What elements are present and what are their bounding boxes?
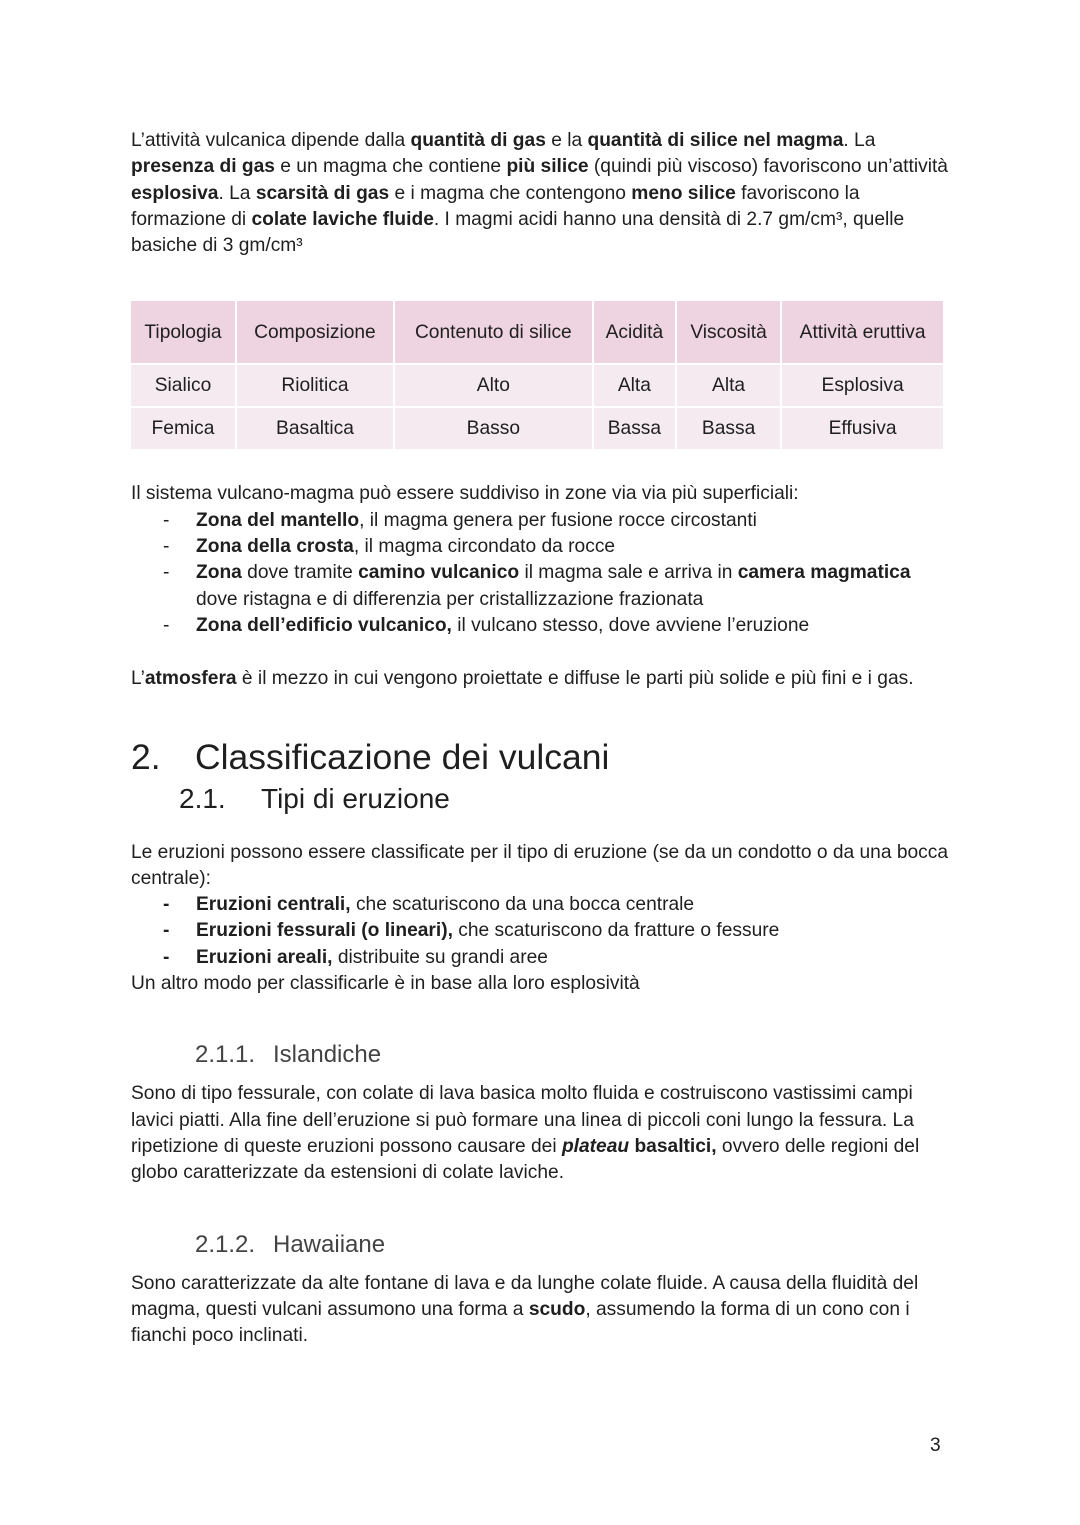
table-row [131, 365, 943, 406]
eruption-lead: Le eruzioni possono essere classificate per il tipo di eruzione (se da un condotto o da una bocca centrale): [131, 841, 949, 889]
zone-list [131, 508, 951, 639]
table-header-cell: Viscosità [677, 301, 780, 363]
table-row [131, 408, 943, 449]
document-page [131, 128, 951, 1349]
table-cell: Bassa [677, 408, 780, 449]
table-cell: Esplosiva [782, 365, 943, 406]
table-header-cell: Acidità [594, 301, 675, 363]
page-number: 3 [930, 1435, 941, 1456]
list-item: - Eruzioni fessurali (o lineari), che scaturiscono da fratture o fessure [196, 918, 951, 944]
table-header-row [131, 301, 943, 363]
section-number: 2. [131, 736, 161, 777]
table-cell: Basso [395, 408, 592, 449]
table-cell: Bassa [594, 408, 675, 449]
table-cell: Alta [677, 365, 780, 406]
section-title: Hawaiiane [273, 1230, 386, 1258]
section-2-heading [131, 735, 951, 779]
section-number: 2.1. [179, 782, 226, 814]
table-header-cell: Contenuto di silice [395, 301, 592, 363]
islandiche-paragraph: Sono di tipo fessurale, con colate di lava basica molto fluida e costruiscono vastissimi campi lavici piatti. Alla fine dell’eruzione si può formare una linea di piccoli coni lungo la fessura. La ripetizione di queste eruzioni possono causare dei plateau basaltici, ovvero delle regioni del globo caratterizzate da estensioni di colate laviche. [131, 1083, 920, 1184]
section-2-1-1-heading [131, 1039, 951, 1071]
list-item: - Zona della crosta, il magma circondato da rocce [196, 534, 951, 560]
section-2-1-2-heading [131, 1229, 951, 1261]
system-lead: Il sistema vulcano-magma può essere suddiviso in zone via via più superficiali: [131, 483, 799, 505]
table-cell: Femica [131, 408, 235, 449]
hawaiiane-paragraph: Sono caratterizzate da alte fontane di lava e da lunghe colate fluide. A causa della fluidità del magma, questi vulcani assumono una forma a scudo, assumendo la forma di un cono con i fianchi poco inclinati. [131, 1272, 919, 1347]
table-header-cell: Tipologia [131, 301, 235, 363]
list-item: - Eruzioni areali, distribuite su grandi aree [196, 945, 951, 971]
table-cell: Alta [594, 365, 675, 406]
table-cell: Effusiva [782, 408, 943, 449]
intro-paragraph: L’attività vulcanica dipende dalla quantità di gas e la quantità di silice nel magma. La presenza di gas e un magma che contiene più silice (quindi più viscoso) favoriscono un’attività esplosiva. La scarsità di gas e i magma che contengono meno silice favoriscono la formazione di colate laviche fluide. I magmi acidi hanno una densità di 2.7 gm/cm³, quelle basiche di 3 gm/cm³ [131, 130, 948, 257]
list-item: - Zona dove tramite camino vulcanico il magma sale e arriva in camera magmatica dove ristagna e di differenzia per cristallizzazione frazionata [196, 560, 951, 613]
table-cell: Basaltica [237, 408, 393, 449]
section-2-1-heading [131, 779, 951, 819]
section-title: Islandiche [273, 1041, 382, 1069]
eruption-tail: Un altro modo per classificarle è in base alla loro esplosività [131, 973, 640, 995]
list-item: - Zona del mantello, il magma genera per fusione rocce circostanti [196, 508, 951, 534]
eruption-list [131, 892, 951, 971]
table-header-cell: Attività eruttiva [782, 301, 943, 363]
list-item: - Eruzioni centrali, che scaturiscono da una bocca centrale [196, 892, 951, 918]
table-header-cell: Composizione [237, 301, 393, 363]
list-item: - Zona dell’edificio vulcanico, il vulcano stesso, dove avviene l’eruzione [196, 613, 951, 639]
section-title: Classificazione dei vulcani [195, 736, 610, 777]
magma-types-table [129, 299, 945, 451]
table-cell: Sialico [131, 365, 235, 406]
atmosphere-paragraph: L’atmosfera è il mezzo in cui vengono proiettate e diffuse le parti più solide e più fini e i gas. [131, 668, 914, 690]
table-cell: Riolitica [237, 365, 393, 406]
section-number: 2.1.1. [195, 1041, 256, 1069]
section-title: Tipi di eruzione [261, 782, 450, 814]
table-cell: Alto [395, 365, 592, 406]
section-number: 2.1.2. [195, 1230, 256, 1258]
